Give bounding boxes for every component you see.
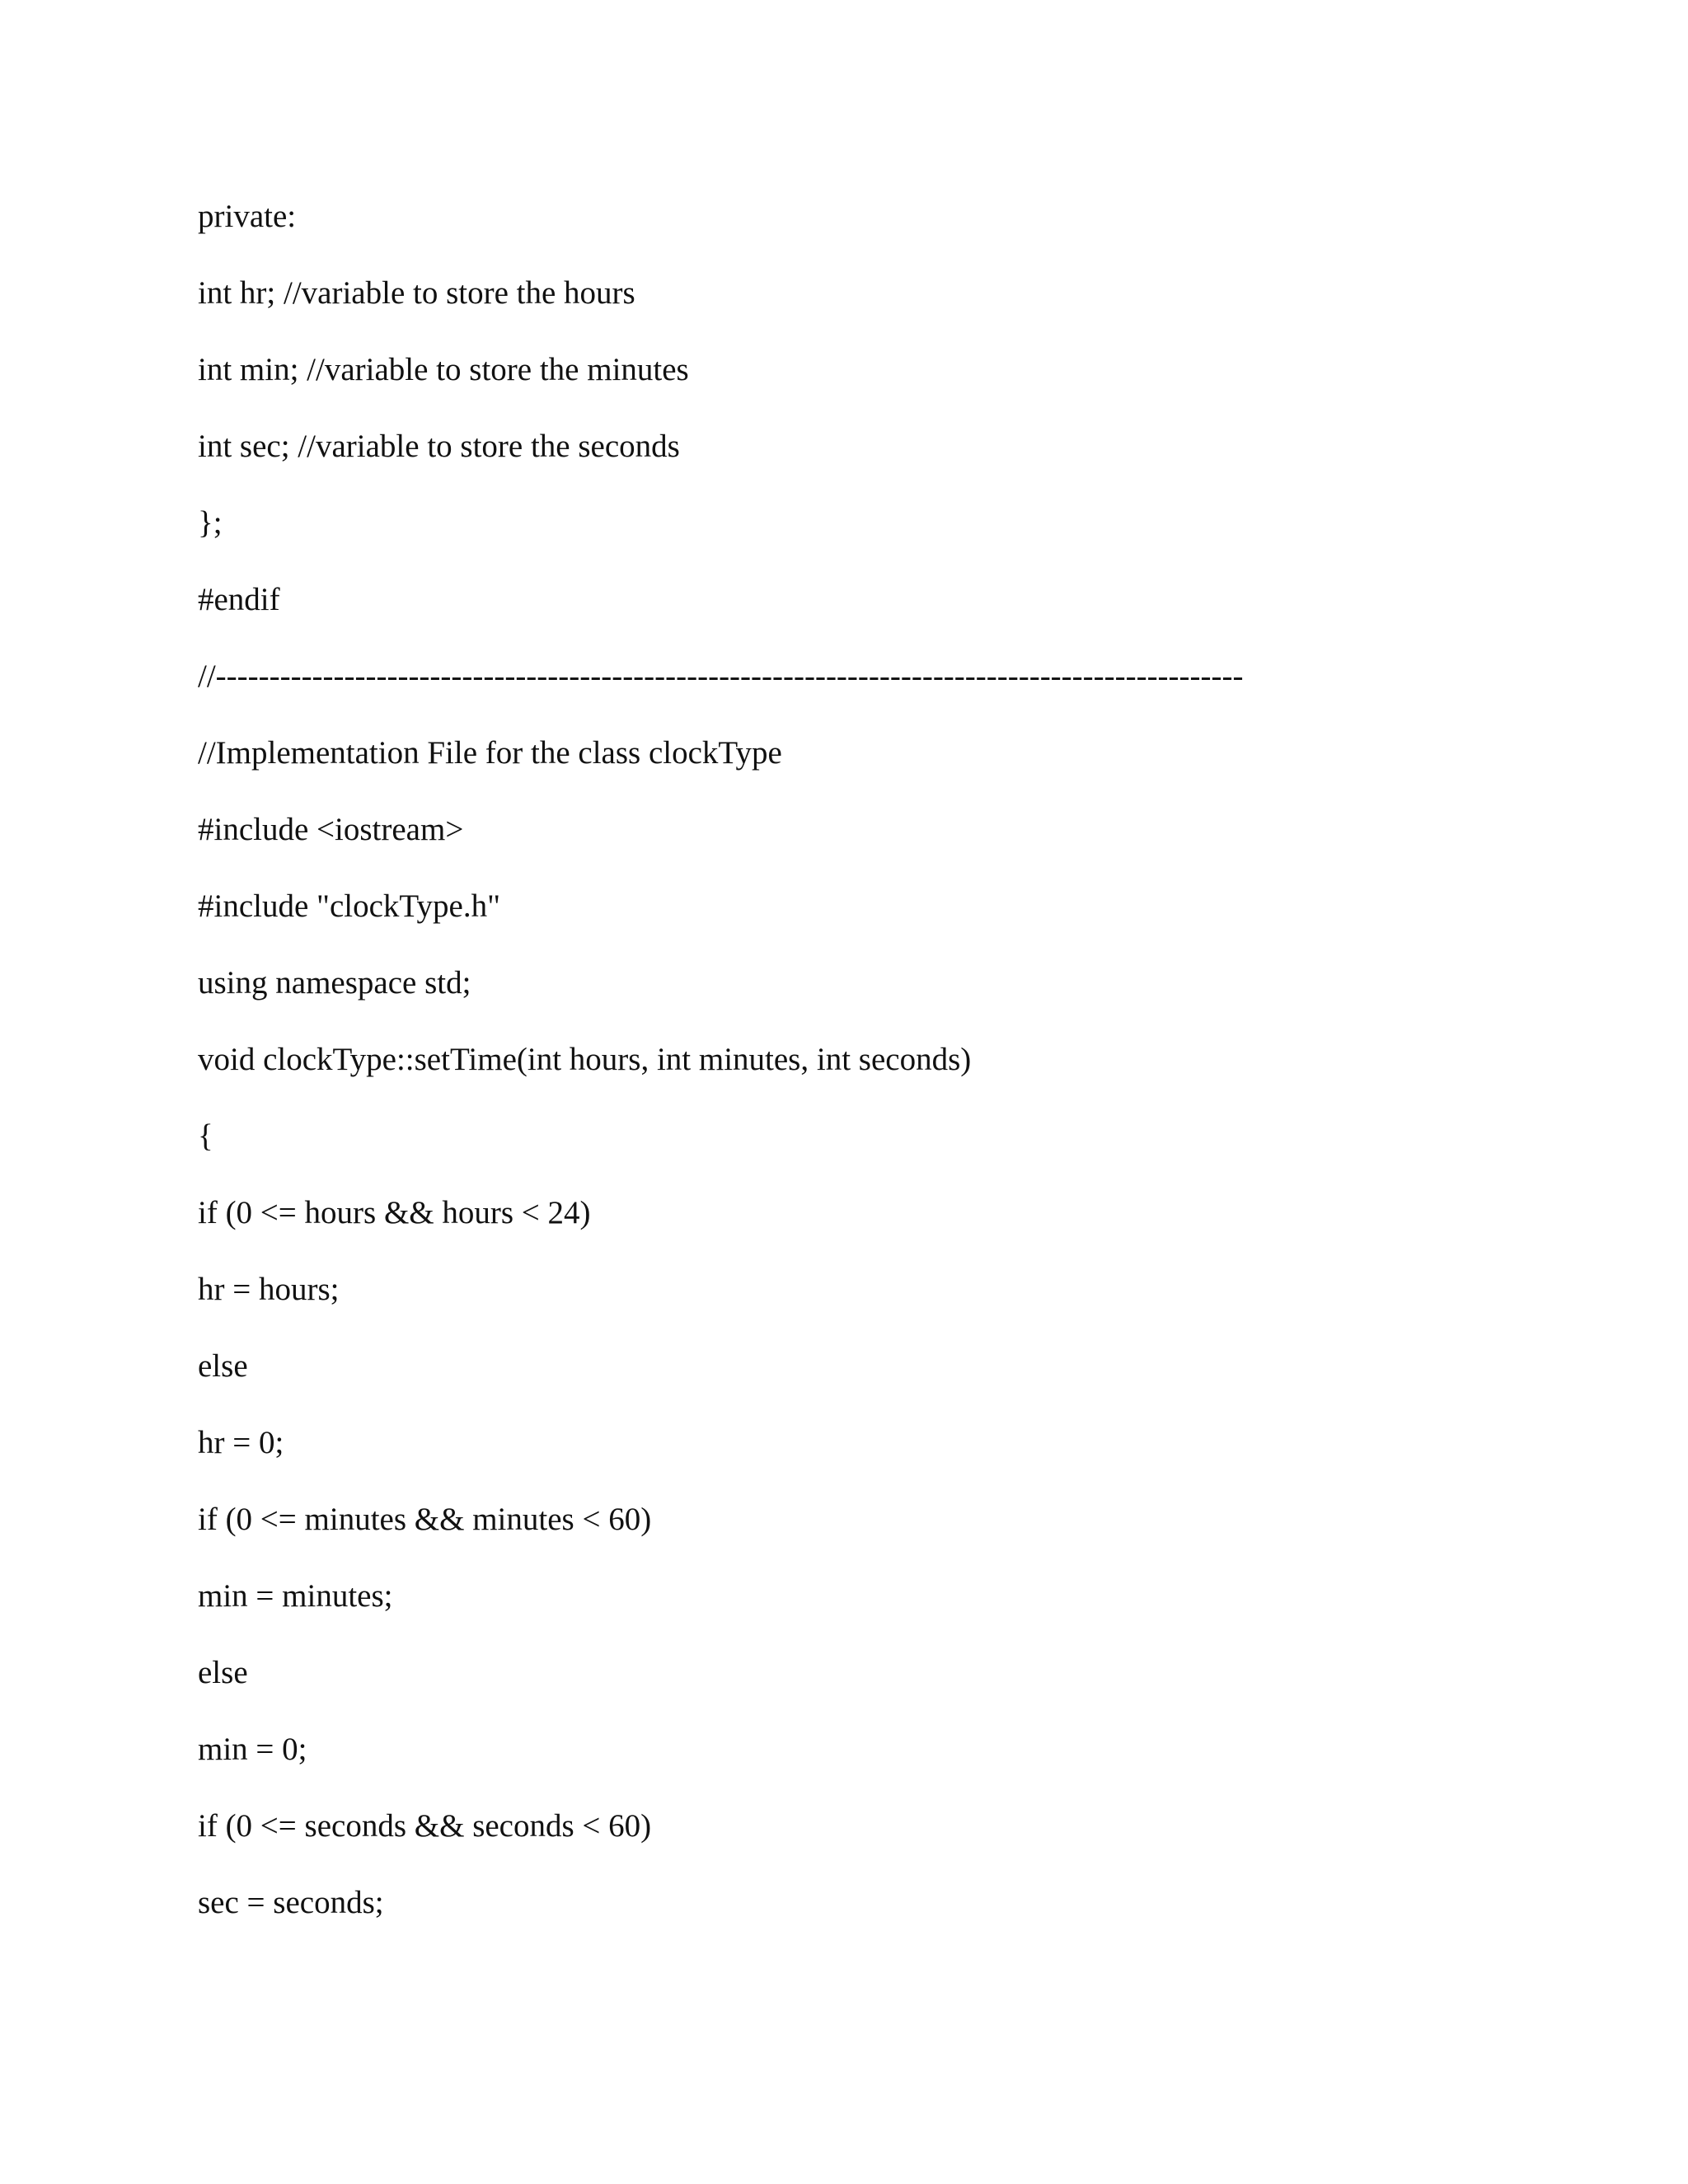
code-line: else [198,1348,248,1384]
code-line: using namespace std; [198,965,471,1001]
code-line: void clockType::setTime(int hours, int minutes, int seconds) [198,1042,972,1077]
code-line: int sec; //variable to store the seconds [198,429,680,464]
code-line: #endif [198,582,280,617]
code-line: hr = hours; [198,1272,340,1307]
code-line: private: [198,199,297,234]
code-line: //Implementation File for the class clockType [198,735,782,771]
code-line: int min; //variable to store the minutes [198,352,689,387]
separator-comment-line: //------------------------------------------------------------------------------------------------ [198,658,1244,694]
code-line: if (0 <= seconds && seconds < 60) [198,1808,652,1844]
code-line: min = minutes; [198,1578,393,1614]
code-line: int hr; //variable to store the hours [198,275,635,311]
code-line: if (0 <= minutes && minutes < 60) [198,1502,652,1537]
code-line: else [198,1655,248,1690]
code-line: sec = seconds; [198,1885,384,1920]
code-line: }; [198,505,223,541]
code-line: #include "clockType.h" [198,888,500,924]
code-line: #include <iostream> [198,812,464,847]
code-line: if (0 <= hours && hours < 24) [198,1195,591,1230]
code-line: min = 0; [198,1732,307,1767]
code-line: hr = 0; [198,1425,284,1460]
code-line: { [198,1118,213,1154]
code-listing [198,190,1599,1952]
